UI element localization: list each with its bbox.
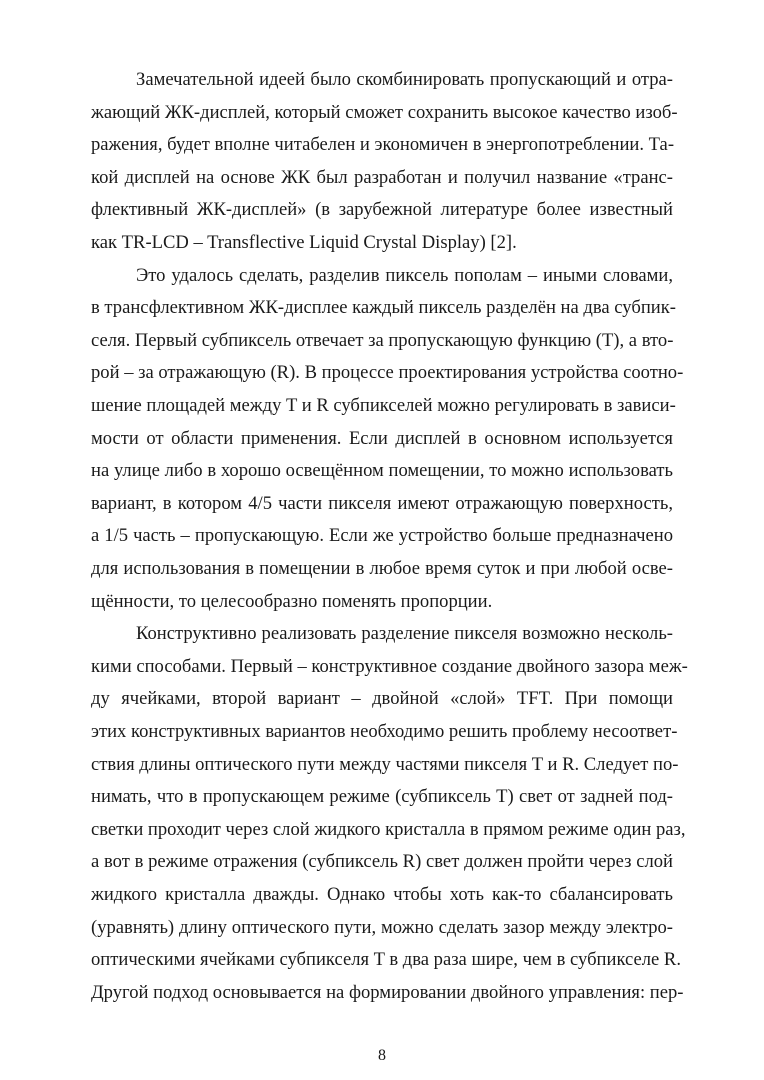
text-line: кими способами. Первый – конструктивное создание двойного зазора меж- (91, 655, 688, 677)
text-line: оптическими ячейками субпикселя T в два раза шире, чем в субпикселе R. (91, 949, 681, 971)
text-line: в трансфлективном ЖК-дисплее каждый пиксель разделён на два субпик- (91, 297, 676, 319)
text-line: на улице либо в хорошо освещённом помещении, то можно использовать (91, 460, 673, 482)
page-number: 8 (378, 1047, 386, 1064)
text-line: а 1/5 часть – пропускающую. Если же устройство больше предназначено (91, 525, 673, 547)
text-line: жидкого кристалла дважды. Однако чтобы хоть как-то сбалансировать (91, 884, 673, 905)
text-line: Другой подход основывается на формировании двойного управления: пер- (91, 981, 684, 1003)
text-line: Конструктивно реализовать разделение пикселя возможно несколь- (136, 623, 673, 645)
text-line: (уравнять) длину оптического пути, можно сделать зазор между электро- (91, 916, 673, 938)
text-line: этих конструктивных вариантов необходимо решить проблему несоответ- (91, 721, 678, 742)
text-line: селя. Первый субпиксель отвечает за пропускающую функцию (T), а вто- (91, 329, 674, 351)
text-line: вариант, в котором 4/5 части пикселя имеют отражающую поверхность, (91, 492, 673, 514)
text-line: для использования в помещении в любое время суток и при любой осве- (91, 558, 673, 579)
text-line: шение площадей между T и R субпикселей можно регулировать в зависи- (91, 395, 676, 416)
text-line: ствия длины оптического пути между частями пикселя T и R. Следует по- (91, 753, 679, 775)
text-line: нимать, что в пропускающем режиме (субпиксель T) свет от задней под- (91, 786, 673, 808)
text-line: Это удалось сделать, разделив пиксель пополам – иными словами, (136, 264, 673, 286)
text-line: флективный ЖК-дисплей» (в зарубежной литературе более известный (91, 199, 673, 221)
text-line: ду ячейками, второй вариант – двойной «слой» TFT. При помощи (91, 688, 673, 710)
text-line: а вот в режиме отражения (субпиксель R) свет должен пройти через слой (91, 851, 673, 873)
text-line: мости от области применения. Если дисплей в основном используется (91, 427, 673, 449)
text-line: ражения, будет вполне читабелен и экономичен в энергопотреблении. Та- (91, 134, 675, 156)
text-line: кой дисплей на основе ЖК был разработан и получил название «транс- (91, 166, 673, 188)
text-line: как TR-LCD – Transflective Liquid Crystal Display) [2]. (91, 232, 517, 253)
text-line: Замечательной идеей было скомбинировать пропускающий и отра- (136, 69, 673, 90)
text-line: жающий ЖК-дисплей, который сможет сохранить высокое качество изоб- (91, 101, 678, 123)
text-line: рой – за отражающую (R). В процессе проектирования устройства соотно- (91, 362, 684, 384)
text-line: светки проходит через слой жидкого кристалла в прямом режиме один раз, (91, 818, 686, 840)
text-line: щённости, то целесообразно поменять пропорции. (91, 590, 493, 612)
